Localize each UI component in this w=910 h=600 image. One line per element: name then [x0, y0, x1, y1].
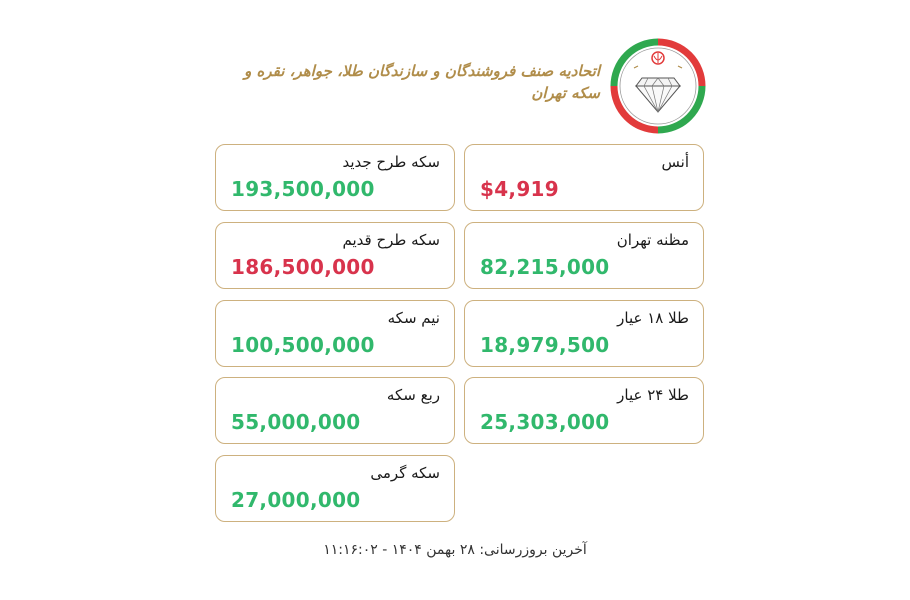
page-header — [0, 0, 910, 140]
price-value: 186,500,000 — [231, 255, 375, 279]
price-label: سکه طرح جدید — [342, 153, 440, 171]
price-card-old-coin — [215, 222, 455, 289]
price-label: طلا ۱۸ عیار — [617, 309, 689, 327]
last-update-text: آخرین بروزرسانی: ۲۸ بهمن ۱۴۰۴ - ۱۱:۱۶:۰۲ — [323, 542, 587, 558]
price-card-gold-18k — [464, 300, 704, 367]
price-value: $4,919 — [480, 177, 559, 201]
price-value: 27,000,000 — [231, 488, 361, 512]
price-label: نیم سکه — [387, 309, 440, 327]
price-card-gram-coin — [215, 455, 455, 522]
price-value: 18,979,500 — [480, 333, 610, 357]
price-value: 82,215,000 — [480, 255, 610, 279]
price-label: أنس — [661, 153, 689, 171]
price-card-gold-24k — [464, 377, 704, 444]
price-label: ربع سکه — [386, 386, 440, 404]
price-card-mazneh-tehran — [464, 222, 704, 289]
price-card-quarter-coin — [215, 377, 455, 444]
union-emblem-diamond-icon — [608, 36, 708, 136]
price-value: 100,500,000 — [231, 333, 375, 357]
price-card-ounce — [464, 144, 704, 211]
page-title: اتحادیه صنف فروشندگان و سازندگان طلا، جواهر، نقره و سکه تهران — [244, 62, 600, 102]
price-label: سکه گرمی — [370, 464, 440, 482]
price-card-half-coin — [215, 300, 455, 367]
price-label: طلا ۲۴ عیار — [617, 386, 689, 404]
price-label: سکه طرح قدیم — [342, 231, 440, 249]
price-label: مظنه تهران — [616, 231, 689, 249]
price-value: 25,303,000 — [480, 410, 610, 434]
price-card-new-coin — [215, 144, 455, 211]
price-value: 55,000,000 — [231, 410, 361, 434]
price-value: 193,500,000 — [231, 177, 375, 201]
